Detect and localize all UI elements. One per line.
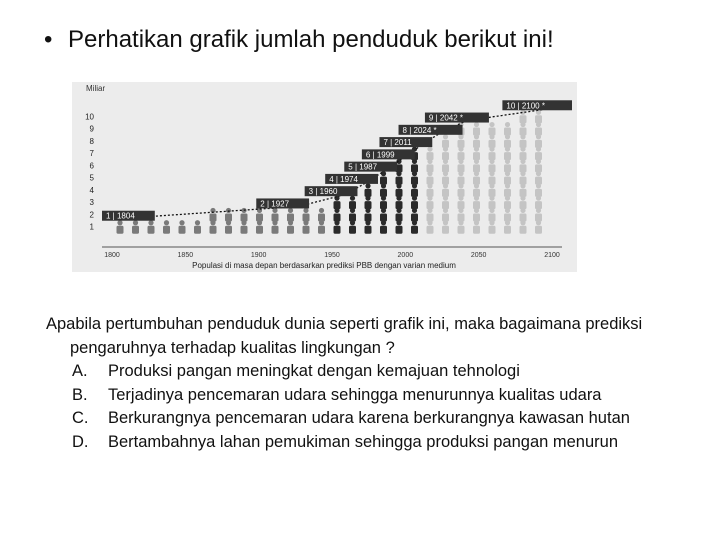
person-icon (458, 171, 465, 185)
person-icon (427, 146, 434, 160)
person-icon (349, 208, 356, 222)
milestone-label (344, 162, 397, 172)
person-icon (303, 208, 310, 222)
milestone-label (325, 174, 378, 184)
person-icon (535, 159, 542, 173)
person-icon (349, 196, 356, 210)
x-tick-label: 2000 (397, 252, 414, 259)
person-icon (473, 146, 480, 160)
y-tick-label: 4 (89, 185, 94, 195)
person-icon (473, 220, 480, 234)
person-icon (225, 208, 232, 222)
person-icon (303, 220, 310, 234)
person-icon (442, 134, 449, 148)
question-stem: Apabila pertumbuhan penduduk dunia seperti grafik ini, maka bagaimana prediksi pengaruhnya terhadap kualitas lingkungan ? (46, 315, 643, 357)
question-block (46, 313, 696, 454)
person-icon (365, 183, 372, 197)
person-icon (442, 183, 449, 197)
person-icon (535, 110, 542, 124)
person-icon (504, 220, 511, 234)
person-icon (489, 171, 496, 185)
person-icon (442, 159, 449, 173)
option-b-text: Terjadinya pencemaran udara sehingga menurunnya kualitas udara (108, 385, 602, 404)
person-icon (179, 220, 186, 234)
growth-curve (112, 108, 552, 218)
population-chart-svg (72, 82, 577, 272)
milestone-label (362, 149, 415, 159)
y-tick-label: 7 (89, 149, 94, 159)
person-icon (489, 159, 496, 173)
person-icon (504, 159, 511, 173)
option-c[interactable] (46, 407, 696, 431)
person-icon (489, 134, 496, 148)
person-icon (458, 183, 465, 197)
person-icon (427, 159, 434, 173)
milestone-label (305, 186, 358, 196)
person-icon (380, 220, 387, 234)
person-icon (411, 220, 418, 234)
person-icon (504, 208, 511, 222)
person-icon (411, 196, 418, 210)
person-icon (458, 196, 465, 210)
person-icon (256, 208, 263, 222)
person-icon (473, 183, 480, 197)
person-icon (148, 220, 155, 234)
y-tick-label: 3 (89, 198, 94, 208)
person-icon (365, 208, 372, 222)
person-icon (287, 208, 294, 222)
person-icon (287, 220, 294, 234)
x-tick-label: 1850 (177, 252, 194, 259)
y-tick-label: 9 (89, 124, 94, 134)
svg-text:5 | 1987: 5 | 1987 (348, 162, 378, 172)
milestone-label (399, 125, 463, 135)
chart-caption: Populasi di masa depan berdasarkan prediksi PBB dengan varian medium (192, 261, 456, 270)
person-icon (473, 134, 480, 148)
x-tick-label: 1950 (324, 252, 340, 259)
person-icon (427, 220, 434, 234)
person-icon (427, 196, 434, 210)
y-tick-label: 8 (89, 136, 94, 146)
person-icon (396, 196, 403, 210)
person-icon (473, 159, 480, 173)
person-icon (396, 220, 403, 234)
option-a-letter: A. (72, 362, 88, 380)
person-icon (349, 220, 356, 234)
person-icon (365, 220, 372, 234)
svg-text:7 | 2011: 7 | 2011 (383, 138, 412, 148)
person-icon (334, 220, 341, 234)
person-icon (489, 146, 496, 160)
person-icon (442, 171, 449, 185)
person-icon (535, 171, 542, 185)
person-icon (427, 183, 434, 197)
person-icon (256, 220, 263, 234)
x-tick-label: 1900 (250, 252, 267, 259)
person-icon (411, 208, 418, 222)
slide-title (44, 24, 554, 56)
y-tick-label: 5 (89, 173, 94, 183)
option-a-text: Produksi pangan meningkat dengan kemajuan tehnologi (108, 362, 520, 380)
person-icon (504, 196, 511, 210)
person-icon (318, 220, 325, 234)
person-icon (458, 159, 465, 173)
svg-text:6 | 1999: 6 | 1999 (365, 150, 395, 160)
person-icon (504, 134, 511, 148)
person-icon (365, 196, 372, 210)
person-icon (473, 208, 480, 222)
person-icon (132, 220, 139, 234)
person-icon (520, 122, 527, 136)
milestone-label (256, 198, 309, 208)
person-icon (535, 122, 542, 136)
option-c-text: Berkurangnya pencemaran udara karena berkurangnya kawasan hutan (108, 409, 630, 427)
person-icon (442, 146, 449, 160)
y-tick-label: 1 (89, 222, 94, 232)
person-icon (535, 208, 542, 222)
population-chart (72, 82, 577, 272)
person-icon (520, 171, 527, 185)
person-icon (380, 208, 387, 222)
person-icon (535, 134, 542, 148)
person-icon (334, 208, 341, 222)
person-icon (535, 220, 542, 234)
person-icon (489, 183, 496, 197)
person-icon (458, 134, 465, 148)
person-icon (411, 159, 418, 173)
person-icon (427, 208, 434, 222)
person-icon (411, 171, 418, 185)
milestone-label (502, 100, 572, 110)
person-icon (210, 220, 217, 234)
person-icon (504, 122, 511, 136)
person-icon (427, 171, 434, 185)
svg-text:4 | 1974: 4 | 1974 (329, 174, 358, 184)
svg-text:10 | 2100 *: 10 | 2100 * (506, 101, 545, 111)
person-icon (489, 196, 496, 210)
option-d[interactable] (46, 431, 696, 455)
bullet: • (44, 26, 53, 53)
person-icon (473, 196, 480, 210)
option-b[interactable] (46, 384, 696, 408)
person-icon (396, 208, 403, 222)
person-icon (458, 146, 465, 160)
y-tick-label: 2 (89, 210, 94, 220)
person-icon (411, 183, 418, 197)
svg-text:8 | 2024 *: 8 | 2024 * (402, 125, 437, 135)
person-icon (473, 171, 480, 185)
person-icon (442, 208, 449, 222)
person-icon (520, 159, 527, 173)
person-icon (535, 196, 542, 210)
person-icon (520, 208, 527, 222)
person-icon (520, 196, 527, 210)
person-icon (504, 146, 511, 160)
y-tick-label: 6 (89, 161, 94, 171)
title-text: Perhatikan grafik jumlah penduduk berikut ini! (68, 26, 554, 53)
person-icon (442, 220, 449, 234)
svg-text:3 | 1960: 3 | 1960 (308, 187, 338, 197)
person-icon (272, 220, 279, 234)
x-tick-label: 1800 (104, 252, 120, 259)
person-icon (489, 208, 496, 222)
person-icon (535, 183, 542, 197)
person-icon (163, 220, 170, 234)
person-icon (520, 146, 527, 160)
person-icon (272, 208, 279, 222)
person-icon (504, 171, 511, 185)
person-icon (535, 146, 542, 160)
option-b-letter: B. (72, 385, 88, 404)
milestone-label (425, 113, 489, 123)
x-tick-label: 2100 (544, 252, 560, 259)
person-icon (520, 134, 527, 148)
person-icon (396, 171, 403, 185)
option-d-text: Bertambahnya lahan pemukiman sehingga produksi pangan menurun (108, 432, 619, 451)
person-icon (442, 196, 449, 210)
y-tick-label: 10 (85, 112, 94, 122)
person-icon (396, 183, 403, 197)
people-icons (117, 110, 543, 234)
person-icon (318, 208, 325, 222)
person-icon (210, 208, 217, 222)
y-axis-label: Miliar (86, 84, 106, 93)
person-icon (380, 183, 387, 197)
person-icon (520, 220, 527, 234)
person-icon (504, 183, 511, 197)
option-d-letter: D. (72, 432, 89, 451)
milestone-label (379, 137, 432, 147)
svg-text:1 | 1804: 1 | 1804 (106, 211, 135, 221)
option-a[interactable] (46, 360, 696, 384)
svg-text:2 | 1927: 2 | 1927 (260, 199, 290, 209)
x-tick-label: 2050 (470, 252, 487, 259)
option-c-letter: C. (72, 409, 89, 427)
person-icon (473, 122, 480, 136)
person-icon (458, 208, 465, 222)
person-icon (117, 220, 124, 234)
person-icon (520, 183, 527, 197)
person-icon (458, 220, 465, 234)
person-icon (241, 220, 248, 234)
milestone-label (102, 211, 155, 221)
person-icon (489, 122, 496, 136)
person-icon (225, 220, 232, 234)
person-icon (489, 220, 496, 234)
svg-text:9 | 2042 *: 9 | 2042 * (428, 113, 464, 123)
person-icon (380, 196, 387, 210)
person-icon (194, 220, 201, 234)
